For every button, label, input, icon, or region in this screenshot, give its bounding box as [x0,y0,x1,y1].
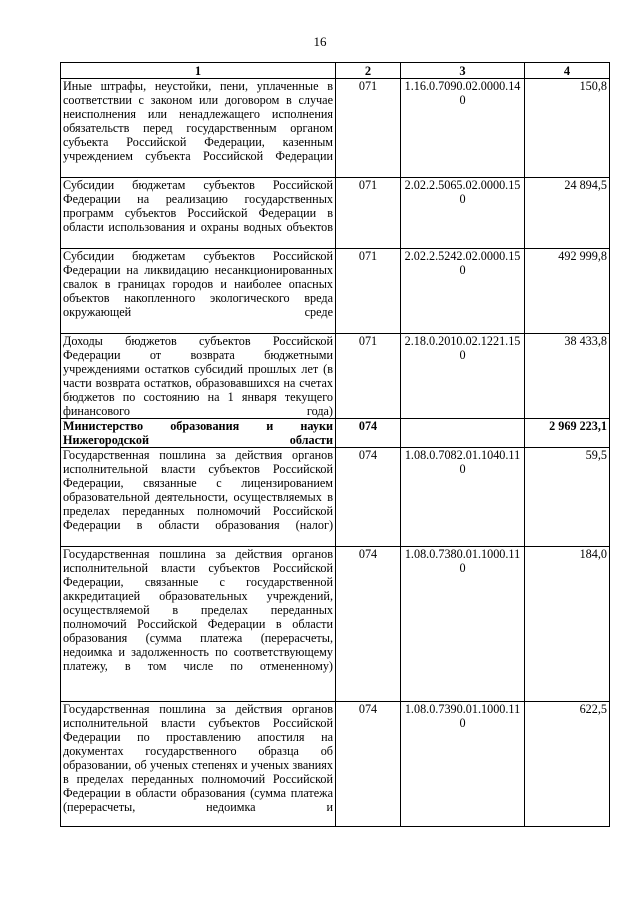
table-row [61,178,610,249]
row-amount: 184,0 [525,547,610,702]
table-row [61,547,610,702]
row-name: Иные штрафы, неустойки, пени, уплаченные в соответствии с законом или договором в случае неисполнения или ненадлежащего исполнения обязательств перед государственным органом субъекта Российской Федерации, казенным учреждением субъекта Российской Федерации [61,79,336,178]
table-row [61,79,610,178]
row-amount: 59,5 [525,448,610,547]
column-header-1: 1 [61,63,336,79]
row-name: Субсидии бюджетам субъектов Российской Федерации на реализацию государственных программ субъектов Российской Федерации в области использования и охраны водных объектов [61,178,336,249]
row-name: Министерство образования и науки Нижегородской области [61,419,336,448]
row-budget-code: 2.02.2.5065.02.0000.150 [401,178,525,249]
row-amount: 622,5 [525,702,610,827]
row-admin-code: 071 [336,334,401,419]
table-row [61,249,610,334]
row-admin-code: 071 [336,79,401,178]
table-row [61,334,610,419]
row-amount: 492 999,8 [525,249,610,334]
column-header-4: 4 [525,63,610,79]
row-admin-code: 074 [336,448,401,547]
row-budget-code: 1.08.0.7380.01.1000.110 [401,547,525,702]
row-amount: 2 969 223,1 [525,419,610,448]
revenue-table [60,62,610,827]
row-name: Государственная пошлина за действия органов исполнительной власти субъектов Российской Федерации, связанные с лицензированием образовательной деятельности, осуществляемых в пределах переданных полномочий Российской Федерации в области образования (налог) [61,448,336,547]
row-budget-code: 2.02.2.5242.02.0000.150 [401,249,525,334]
row-budget-code [401,419,525,448]
row-budget-code: 1.08.0.7390.01.1000.110 [401,702,525,827]
row-amount: 38 433,8 [525,334,610,419]
row-admin-code: 071 [336,178,401,249]
row-name: Доходы бюджетов субъектов Российской Федерации от возврата бюджетными учреждениями остатков субсидий прошлых лет (в части возврата остатков, образовавшихся на счетах бюджетов по состоянию на 1 января текущего финансового года) [61,334,336,419]
row-budget-code: 2.18.0.2010.02.1221.150 [401,334,525,419]
row-admin-code: 074 [336,419,401,448]
row-amount: 24 894,5 [525,178,610,249]
row-name: Государственная пошлина за действия органов исполнительной власти субъектов Российской Федерации по проставлению апостиля на документах государственного образца об образовании, об ученых степенях и ученых званиях в пределах переданных полномочий Российской Федерации в области образования (сумма платежа (перерасчеты, недоимка и [61,702,336,827]
table-row [61,448,610,547]
section-row-ministry [61,419,610,448]
row-admin-code: 074 [336,547,401,702]
row-admin-code: 071 [336,249,401,334]
row-budget-code: 1.16.0.7090.02.0000.140 [401,79,525,178]
column-header-2: 2 [336,63,401,79]
table-row [61,702,610,827]
table-header-row [61,63,610,79]
row-admin-code: 074 [336,702,401,827]
column-header-3: 3 [401,63,525,79]
row-name: Государственная пошлина за действия органов исполнительной власти субъектов Российской Федерации, связанные с государственной аккредитацией образовательных учреждений, осуществляемой в пределах переданных полномочий Российской Федерации в области образования (сумма платежа (перерасчеты, недоимка и задолженность по соответствующему платежу, в том числе по отмененному) [61,547,336,702]
row-amount: 150,8 [525,79,610,178]
row-name: Субсидии бюджетам субъектов Российской Федерации на ликвидацию несанкционированных свалок в границах городов и наиболее опасных объектов накопленного экологического вреда окружающей среде [61,249,336,334]
page-number: 16 [313,34,327,49]
row-budget-code: 1.08.0.7082.01.1040.110 [401,448,525,547]
